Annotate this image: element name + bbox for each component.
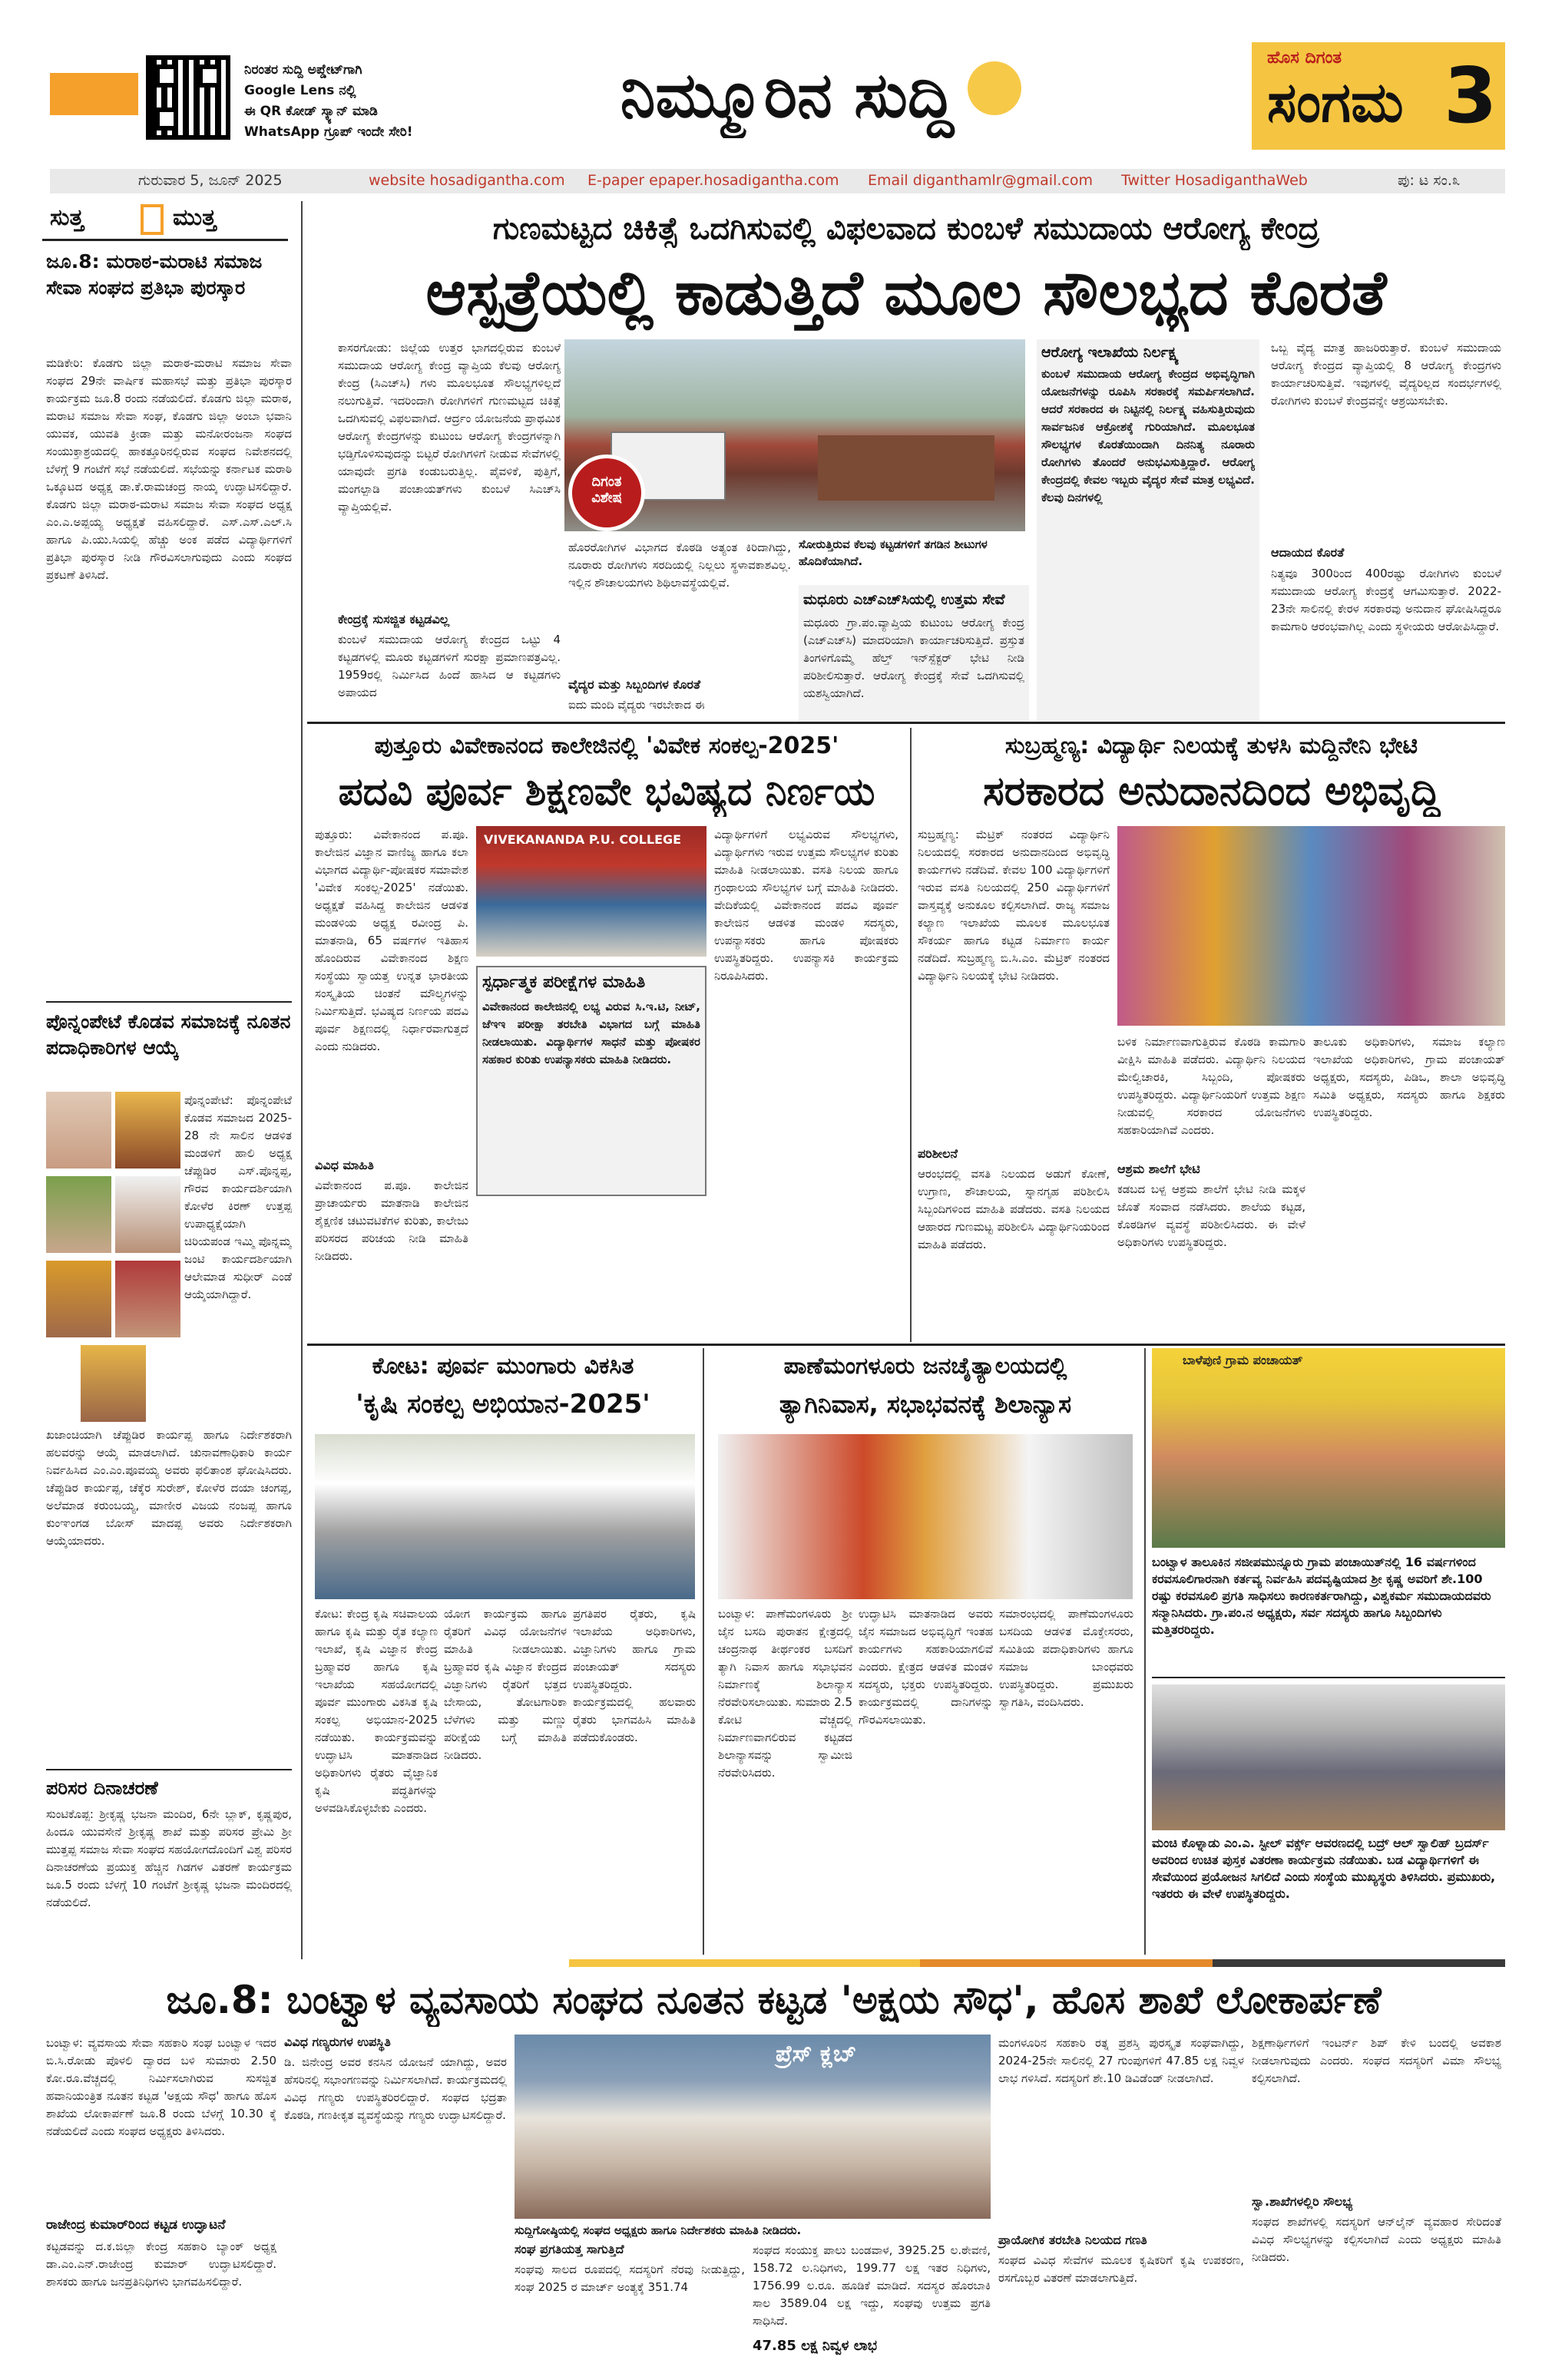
short-code: ಪು: ಟ ಸಂ.೩ bbox=[1398, 172, 1461, 189]
portrait-photo-6 bbox=[115, 1261, 180, 1337]
lead-headline: ಆಸ್ಪತ್ರೆಯಲ್ಲಿ ಕಾಡುತ್ತಿದೆ ಮೂಲ ಸೌಲಭ್ಯದ ಕೊರತೆ bbox=[425, 257, 1387, 329]
bottom-col3: ಸಂಘದ ಸಂಯುಕ್ತ ಪಾಲು ಬಂಡವಾಳ, 3925.25 ಲ.ಠೇವಣಿ, 158.72 ಲ.ನಿಧಿಗಳು, 199.77 ಲಕ್ಷ ಇತರ ನಿಧಿಗಳು, 1756.99 ಲ.ರೂ. ಹೂಡಿಕೆ ಮಾಡಿದೆ. ಸದಸ್ಯರ ಹೊರಬಾಕಿ ಸಾಲ 3589.04 ಲಕ್ಷ ಇದ್ದು, ಸಂಘವು ಉತ್ತಮ ಪ್ರಗತಿ ಸಾಧಿಸಿದೆ. bbox=[753, 2243, 991, 2328]
competitive-exam-headline: ಸ್ಪರ್ಧಾತ್ಮಕ ಪರೀಕ್ಷೆಗಳ ಮಾಹಿತಿ bbox=[482, 973, 646, 992]
panchayat-sign: ಬಾಳೆಪುಣಿ ಗ್ರಾಮ ಪಂಚಾಯತ್ bbox=[1183, 1353, 1303, 1367]
panemangaluru-col2: ಉದ್ಘಾಟಿಸಿ ಮಾತನಾಡಿದ ಅವರು ಜೈನ ಸಮಾಜದ ಅಭಿವೃದ್ಧಿಗೆ ಇಂತಹ ಕಾರ್ಯಗಳು ಸಹಕಾರಿಯಾಗಲಿವೆ ಎಂದರು. ಕ್ಷೇತ್ರದ ಆಡಳಿತ ಮಂಡಳಿ ಸದಸ್ಯರು, ಭಕ್ತರು ಉಪಸ್ಥಿತರಿದ್ದರು. ಕಾರ್ಯಕ್ರಮದಲ್ಲಿ ದಾನಿಗಳನ್ನು ಗೌರವಿಸಲಾಯಿತು. bbox=[859, 1607, 993, 1727]
portrait-photo-4 bbox=[115, 1176, 180, 1253]
date-label: ಗುರುವಾರ 5, ಜೂನ್ 2025 bbox=[138, 172, 283, 189]
mid-vertical-rule bbox=[910, 728, 912, 1342]
subrahmanya-headline: ಸರಕಾರದ ಅನುದಾನದಿಂದ ಅಭಿವೃದ್ಧಿ bbox=[983, 769, 1440, 815]
panemangaluru-col3: ಸಮಾರಂಭದಲ್ಲಿ ಪಾಣೆಮಂಗಳೂರು ಬಸದಿಯ ಆಡಳಿತ ಮೊಕ್ತೇಸರರು, ಸಮಿತಿಯ ಪದಾಧಿಕಾರಿಗಳು ಹಾಗೂ ಸಮಾಜ ಬಾಂಧವರು ಉಪಸ್ಥಿತರಿದ್ದರು. ಪ್ರಮುಖರು ಸ್ವಾಗತಿಸಿ, ವಂದಿಸಿದರು. bbox=[999, 1607, 1133, 1709]
promo-line-4: WhatsApp ಗ್ರೂಪ್ ಇಂದೇ ಸೇರಿ! bbox=[244, 124, 413, 140]
page-title: ನಿಮ್ಮೂರಿನ ಸುದ್ದಿ bbox=[620, 59, 955, 132]
lead-col2-text: ಹೊರರೋಗಿಗಳ ವಿಭಾಗದ ಕೊಠಡಿ ಅತ್ಯಂತ ಕಿರಿದಾಗಿದ್ದು, ನೂರಾರು ರೋಗಿಗಳು ಸರದಿಯಲ್ಲಿ ನಿಲ್ಲಲು ಸ್ಥಳಾವಕಾಶವಿಲ್ಲ. ಇಲ್ಲಿನ ಶೌಚಾಲಯಗಳು ಶಿಥಿಲಾವಸ್ಥೆಯಲ್ಲಿವೆ. bbox=[568, 540, 791, 590]
putturu-text1: ಪುತ್ತೂರು: ವಿವೇಕಾನಂದ ಪ.ಪೂ. ಕಾಲೇಜಿನ ವಿಜ್ಞಾನ ವಾಣಿಜ್ಯ ಹಾಗೂ ಕಲಾ ವಿಭಾಗದ ವಿದ್ಯಾರ್ಥಿ-ಪೋಷಕರ ಸಮಾವೇಶ 'ವಿವೇಕ ಸಂಕಲ್ಪ-2025' ನಡೆಯಿತು. ಅಧ್ಯಕ್ಷತೆ ವಹಿಸಿದ್ದ ಕಾಲೇಜಿನ ಆಡಳಿತ ಮಂಡಳಿಯ ಅಧ್ಯಕ್ಷ ರವೀಂದ್ರ ಪಿ. ಮಾತನಾಡಿ, 65 ವರ್ಷಗಳ ಇತಿಹಾಸ ಹೊಂದಿರುವ ವಿವೇಕಾನಂದ ಶಿಕ್ಷಣ ಸಂಸ್ಥೆಯು ಸ್ವಾಯತ್ತ ಉನ್ನತ ಭಾರತೀಯ ಸಂಸ್ಕೃತಿಯ ಚಿಂತನೆ ಮೌಲ್ಯಗಳನ್ನು ನಿರ್ಮಿಸುತ್ತಿದೆ. ಭವಿಷ್ಯದ ನಿರ್ಣಯ ಪದವಿ ಪೂರ್ವ ಶಿಕ್ಷಣದಲ್ಲಿ ನಿರ್ಧಾರವಾಗುತ್ತದೆ ಎಂದು ನುಡಿದರು. bbox=[315, 828, 468, 1053]
negligence-box-text: ಕುಂಬಳೆ ಸಮುದಾಯ ಆರೋಗ್ಯ ಕೇಂದ್ರದ ಅಭಿವೃದ್ಧಿಗಾಗಿ ಯೋಜನೆಗಳನ್ನು ರೂಪಿಸಿ ಸರಕಾರಕ್ಕೆ ಸಮರ್ಪಿಸಲಾಗಿದೆ. ಆದರೆ ಸರಕಾರದ ಈ ನಿಟ್ಟಿನಲ್ಲಿ ನಿರ್ಲಕ್ಷ್ಯ ವಹಿಸುತ್ತಿರುವುದು ಸಾರ್ವಜನಿಕ ಆಕ್ರೋಶಕ್ಕೆ ಗುರಿಯಾಗಿದೆ. ಮೂಲಭೂತ ಸೌಲಭ್ಯಗಳ ಕೊರತೆಯಿಂದಾಗಿ ದಿನನಿತ್ಯ ನೂರಾರು ರೋಗಿಗಳು ತೊಂದರೆ ಅನುಭವಿಸುತ್ತಿದ್ದಾರೆ. ಆರೋಗ್ಯ ಕೇಂದ್ರದಲ್ಲಿ ಕೇವಲ ಇಬ್ಬರು ವೈದ್ಯರ ಸೇವೆ ಮಾತ್ರ ಲಭ್ಯವಿದೆ. ಕೆಲವು ದಿನಗಳಲ್ಲಿ bbox=[1041, 367, 1255, 504]
sidebar-logo-left: ಸುತ್ತ bbox=[50, 204, 84, 231]
subrahmanya-col2b: ಕಡಬದ ಬಳ್ಪ ಆಶ್ರಮ ಶಾಲೆಗೆ ಭೇಟಿ ನೀಡಿ ಮಕ್ಕಳ ಜೊತೆ ಸಂವಾದ ನಡೆಸಿದರು. ಶಾಲೆಯ ಕಟ್ಟಡ, ಕೊಠಡಿಗಳ ವ್ಯವಸ್ಥೆ ಪರಿಶೀಲಿಸಿದರು. ಈ ವೇಳೆ ಅಧಿಕಾರಿಗಳು ಉಪಸ್ಥಿತರಿದ್ದರು. bbox=[1117, 1182, 1305, 1249]
masthead bbox=[0, 0, 1542, 169]
college-banner: VIVEKANANDA P.U. COLLEGE bbox=[484, 832, 682, 847]
competitive-exam-box bbox=[476, 966, 706, 1196]
bottom-col2: ಡಿ. ಜಿನೇಂದ್ರ ಅವರ ಕನಸಿನ ಯೋಜನೆ ಯಾಗಿದ್ದು, ಅವರ ಹೆಸರಿನಲ್ಲಿ ಸಭಾಂಗಣವನ್ನು ನಿರ್ಮಿಸಲಾಗಿದೆ. ಕಾರ್ಯಕ್ರಮದಲ್ಲಿ ವಿವಿಧ ಗಣ್ಯರು ಉಪಸ್ಥಿತರಿರಲಿದ್ದಾರೆ. ಸಂಘದ ಭದ್ರತಾ ಕೊಠಡಿ, ಗಣಕೀಕೃತ ವ್ಯವಸ್ಥೆಯನ್ನು ಗಣ್ಯರು ಉದ್ಘಾಟಿಸಲಿದ್ದಾರೆ. bbox=[284, 2055, 507, 2122]
section-brand: ಹೊಸ ದಿಗಂತ bbox=[1267, 48, 1342, 68]
bottom-story bbox=[42, 1973, 1505, 2365]
press-meet-photo bbox=[515, 2035, 991, 2219]
mid-horizontal-rule bbox=[307, 1344, 1505, 1346]
bottom-col1: ಬಂಟ್ವಾಳ: ವ್ಯವಸಾಯ ಸೇವಾ ಸಹಕಾರಿ ಸಂಘ ಬಂಟ್ವಾಳ ಇದರ ಬಿ.ಸಿ.ರೋಡು ಪೊಳಲಿ ದ್ವಾರದ ಬಳಿ ಸುಮಾರು 2.50 ಕೋ.ರೂ.ವೆಚ್ಚದಲ್ಲಿ ನಿರ್ಮಿಸಲಾಗಿರುವ ಸುಸಜ್ಜಿತ ಹವಾನಿಯಂತ್ರಿತ ನೂತನ ಕಟ್ಟಡ 'ಅಕ್ಷಯ ಸೌಧ' ಹಾಗೂ ಹೊಸ ಶಾಖೆಯ ಲೋಕಾರ್ಪಣೆ ಜೂ.8 ರಂದು ಬೆಳಗ್ಗೆ 10.30 ಕ್ಕೆ ನಡೆಯಲಿದೆ ಎಂದು ಸಂಘದ ಅಧ್ಯಕ್ಷರು ತಿಳಿಸಿದರು. bbox=[46, 2036, 276, 2138]
sidebar-story3-headline: ಪರಿಸರ ದಿನಾಚರಣೆ bbox=[46, 1777, 158, 1799]
sidebar-logo bbox=[42, 201, 288, 241]
panemangaluru-kicker: ಪಾಣೆಮಂಗಳೂರು ಜನಚೈತ್ಯಾಲಯದಲ್ಲಿ bbox=[783, 1353, 1067, 1380]
sidebar-story2-text-b: ಖಜಾಂಚಿಯಾಗಿ ಚೆಪ್ಪುಡಿರ ಕಾರ್ಯಪ್ಪ ಹಾಗೂ ನಿರ್ದೇಶಕರಾಗಿ ಹಲವರನ್ನು ಆಯ್ಕೆ ಮಾಡಲಾಗಿದೆ. ಚುನಾವಣಾಧಿಕಾರಿ ಕಾರ್ಯ ನಿರ್ವಹಿಸಿದ ಎಂ.ಎಂ.ಪೂವಯ್ಯ ಅವರು ಫಲಿತಾಂಶ ಘೋಷಿಸಿದರು. ಚೆಪ್ಪುಡಿರ ಕಾರ್ಯಪ್ಪ, ಚೆಕ್ಕೆರ ಸುರೇಶ್, ಕೋಳೆರ ದಯಾ ಚಂಗಪ್ಪ, ಅಲೆಮಾಡ ಕರುಂಬಯ್ಯ, ಮಾಣೀರ ವಿಜಯ ನಂಜಪ್ಪ ಹಾಗೂ ಕುಂಞಂಗಡ ಬೋಸ್ ಮಾದಪ್ಪ ಅವರು ನಿರ್ದೇಶಕರಾಗಿ ಆಯ್ಕೆಯಾದರು. bbox=[46, 1428, 292, 1548]
qr-code-icon[interactable] bbox=[146, 55, 230, 140]
bottom-col1-subhead: ರಾಜೇಂದ್ರ ಕುಮಾರ್‌ರಿಂದ ಕಟ್ಟಡ ಉದ್ಘಾಟನೆ bbox=[46, 2217, 226, 2233]
portrait-photo-2 bbox=[115, 1092, 180, 1169]
lead-col1-text: ಕಾಸರಗೋಡು: ಜಿಲ್ಲೆಯ ಉತ್ತರ ಭಾಗದಲ್ಲಿರುವ ಕುಂಬಳೆ ಸಮುದಾಯ ಆರೋಗ್ಯ ಕೇಂದ್ರ ವ್ಯಾಪ್ತಿಯ ಕೆಲವು ಆರೋಗ್ಯ ಕೇಂದ್ರ (ಸಿಎಚ್‌ಸಿ) ಗಳು ಮೂಲಭೂತ ಸೌಲಭ್ಯಗಳಿಲ್ಲದೆ ನಲುಗುತ್ತಿವೆ. ಇದರಿಂದಾಗಿ ರೋಗಿಗಳಿಗೆ ಗುಣಮಟ್ಟದ ಚಿಕಿತ್ಸೆ ಒದಗಿಸುವಲ್ಲಿ ವಿಫಲವಾಗಿದೆ. ಆರ್ದ್ರಂ ಯೋಜನೆಯ ಪ್ರಾಥಮಿಕ ಆರೋಗ್ಯ ಕೇಂದ್ರಗಳನ್ನು ಕುಟುಂಬ ಆರೋಗ್ಯ ಕೇಂದ್ರಗಳನ್ನಾಗಿ ಭಡ್ತಿಗೊಳಿಸುವುದನ್ನು ಬಿಟ್ಟರೆ ರೋಗಿಗಳಿಗೆ ನೀಡುವ ಸೇವೆಗಳಲ್ಲಿ ಯಾವುದೇ ಪ್ರಗತಿ ಕಂಡುಬರುತ್ತಿಲ್ಲ. ಪೈವಳಿಕೆ, ಪುತ್ತಿಗೆ, ಮಂಗಲ್ಪಾಡಿ ಪಂಚಾಯತ್‌ಗಳು ಕುಂಬಳೆ ಸಿಎಚ್‌ಸಿ ವ್ಯಾಪ್ತಿಯಲ್ಲಿವೆ. bbox=[338, 341, 561, 514]
negligence-box bbox=[1037, 339, 1259, 723]
bottom-col2-subhead: ವಿವಿಧ ಗಣ್ಯರುಗಳ ಉಪಸ್ಥಿತಿ bbox=[284, 2035, 391, 2049]
putturu-text1b: ವಿವೇಕಾನಂದ ಪ.ಪೂ. ಕಾಲೇಜಿನ ಪ್ರಾಚಾರ್ಯರು ಮಾತನಾಡಿ ಕಾಲೇಜಿನ ಶೈಕ್ಷಣಿಕ ಚಟುವಟಿಕೆಗಳ ಕುರಿತು, ಕಾಲೇಜು ಪರಿಸರದ ಪರಿಚಯ ನೀಡಿ ಮಾಹಿತಿ ನೀಡಿದರು. bbox=[315, 1178, 468, 1263]
portrait-photo-3 bbox=[46, 1176, 111, 1253]
portrait-photo-5 bbox=[46, 1261, 111, 1337]
subrahmanya-col1-subhead: ಪರಿಶೀಲನೆ bbox=[918, 1146, 958, 1161]
lead-bottom-rule bbox=[307, 722, 1505, 724]
subrahmanya-kicker: ಸುಬ್ರಹ್ಮಣ್ಯ: ವಿದ್ಯಾರ್ಥಿ ನಿಲಯಕ್ಕೆ ತುಳಸಿ ಮದ್ದಿನೇನಿ ಭೇಟಿ bbox=[1004, 732, 1418, 759]
negligence-box-headline: ಆರೋಗ್ಯ ಇಲಾಖೆಯ ನಿರ್ಲಕ್ಷ್ಯ bbox=[1041, 344, 1180, 361]
promo-line-1: ನಿರಂತರ ಸುದ್ದಿ ಅಪ್ಡೇಟ್‌ಗಾಗಿ bbox=[244, 62, 362, 78]
lead-col1-subhead: ಕೇಂದ್ರಕ್ಕೆ ಸುಸಜ್ಜಿತ ಕಟ್ಟಡವಿಲ್ಲ bbox=[338, 612, 450, 626]
putturu-headline: ಪದವಿ ಪೂರ್ವ ಶಿಕ್ಷಣವೇ ಭವಿಷ್ಯದ ನಿರ್ಣಯ bbox=[338, 769, 875, 814]
press-meet-caption: ಸುದ್ದಿಗೋಷ್ಠಿಯಲ್ಲಿ ಸಂಘದ ಅಧ್ಯಕ್ಷರು ಹಾಗೂ ನಿರ್ದೇಶಕರು ಮಾಹಿತಿ ನೀಡಿದರು. bbox=[515, 2223, 802, 2237]
kota-story bbox=[307, 1348, 699, 1955]
masthead-title-box bbox=[538, 46, 1252, 150]
bottom-col5b: ಸಂಘದ ಶಾಖೆಗಳಲ್ಲಿ ಸದಸ್ಯರಿಗೆ ಆನ್‌ಲೈನ್ ವ್ಯವಹಾರ ಸೇರಿದಂತೆ ವಿವಿಧ ಸೌಲಭ್ಯಗಳನ್ನು ಕಲ್ಪಿಸಲಾಗಿದೆ ಎಂದು ಅಧ್ಯಕ್ಷರು ಮಾಹಿತಿ ನೀಡಿದರು. bbox=[1252, 2215, 1501, 2264]
right-news-divider bbox=[1152, 1677, 1505, 1678]
bottom-headline: ಜೂ.8: ಬಂಟ್ವಾಳ ವ್ಯವಸಾಯ ಸಂಘದ ನೂತನ ಕಟ್ಟಡ 'ಅಕ್ಷಯ ಸೌಧ', ಹೊಸ ಶಾಖೆ ಲೋಕಾರ್ಪಣೆ bbox=[166, 1978, 1382, 2022]
sidebar-portraits bbox=[46, 1092, 180, 1422]
bottom-col4-subhead: ಪ್ರಾಯೋಗಿಕ ತರಬೇತಿ ನಿಲಯದ ಗಣತಿ bbox=[998, 2233, 1147, 2247]
bottom-col5-subhead: ಸ್ವಾ.ಶಾಖೆಗಳಲ್ಲಿರಿ ಸೌಲಭ್ಯ bbox=[1252, 2194, 1353, 2209]
foundation-ceremony-photo bbox=[718, 1434, 1133, 1599]
kota-col1: ಕೋಟ: ಕೇಂದ್ರ ಕೃಷಿ ಸಚಿವಾಲಯ ಹಾಗೂ ಕೃಷಿ ಮತ್ತು ರೈತ ಕಲ್ಯಾಣ ಇಲಾಖೆ, ಕೃಷಿ ವಿಜ್ಞಾನ ಕೇಂದ್ರ ಬ್ರಹ್ಮಾವರ ಹಾಗೂ ಕೃಷಿ ಇಲಾಖೆಯ ಸಹಯೋಗದಲ್ಲಿ ಪೂರ್ವ ಮುಂಗಾರು ವಿಕಸಿತ ಕೃಷಿ ಸಂಕಲ್ಪ ಅಭಿಯಾನ-2025 ನಡೆಯಿತು. ಕಾರ್ಯಕ್ರಮವನ್ನು ಉದ್ಘಾಟಿಸಿ ಮಾತನಾಡಿದ ಅಧಿಕಾರಿಗಳು ರೈತರು ವೈಜ್ಞಾನಿಕ ಕೃಷಿ ಪದ್ಧತಿಗಳನ್ನು ಅಳವಡಿಸಿಕೊಳ್ಳಬೇಕು ಎಂದರು. bbox=[315, 1607, 438, 1815]
badge-top: ದಿಗಂತ bbox=[591, 474, 622, 490]
door-icon bbox=[141, 204, 164, 235]
lead-col5-subhead: ಆದಾಯದ ಕೊರತೆ bbox=[1271, 545, 1345, 560]
college-photo bbox=[476, 826, 706, 957]
subrahmanya-story bbox=[918, 728, 1505, 1342]
panemangaluru-story bbox=[710, 1348, 1140, 1955]
madhur-box bbox=[799, 585, 1029, 723]
right-vertical-rule bbox=[1144, 1348, 1146, 1955]
bottom-col1b: ಕಟ್ಟಡವನ್ನು ದ.ಕ.ಜಿಲ್ಲಾ ಕೇಂದ್ರ ಸಹಕಾರಿ ಬ್ಯಾಂಕ್ ಅಧ್ಯಕ್ಷ ಡಾ.ಎಂ.ಎನ್.ರಾಜೇಂದ್ರ ಕುಮಾರ್ ಉದ್ಘಾಟಿಸಲಿದ್ದಾರೆ. ಶಾಸಕರು ಹಾಗೂ ಜನಪ್ರತಿನಿಧಿಗಳು ಭಾಗವಹಿಸಲಿದ್ದಾರೆ. bbox=[46, 2240, 276, 2289]
sidebar-divider-2 bbox=[46, 1769, 292, 1770]
sidebar-vertical-rule bbox=[301, 201, 303, 1967]
madhur-box-text: ಮಧೂರು ಗ್ರಾ.ಪಂ.ವ್ಯಾಪ್ತಿಯ ಕುಟುಂಬ ಆರೋಗ್ಯ ಕೇಂದ್ರ (ಎಚ್‌ಎಚ್‌ಸಿ) ಮಾದರಿಯಾಗಿ ಕಾರ್ಯಾಚರಿಸುತ್ತಿದೆ. ಪ್ರಸ್ತುತ ತಿಂಗಳಿಗೊಮ್ಮೆ ಹೆಲ್ತ್ ಇನ್‌ಸ್ಪೆಕ್ಟರ್ ಭೇಟಿ ನೀಡಿ ಪರಿಶೀಲಿಸುತ್ತಾರೆ. ಆರೋಗ್ಯ ಕೇಂದ್ರಕ್ಕೆ ಸೇವೆ ಒದಗಿಸುವಲ್ಲಿ ಯಶಸ್ವಿಯಾಗಿದೆ. bbox=[803, 616, 1024, 700]
subrahmanya-col1b: ಆರಂಭದಲ್ಲಿ ವಸತಿ ನಿಲಯದ ಅಡುಗೆ ಕೋಣೆ, ಉಗ್ರಾಣ, ಶೌಚಾಲಯ, ಸ್ನಾನಗೃಹ ಪರಿಶೀಲಿಸಿ ಸಿಬ್ಬಂದಿಗಳಿಂದ ಮಾಹಿತಿ ಪಡೆದರು. ವಸತಿ ನಿಲಯದ ಆಹಾರದ ಗುಣಮಟ್ಟ ಪರಿಶೀಲಿಸಿ ವಿದ್ಯಾರ್ಥಿನಿಯರಿಂದ ಮಾಹಿತಿ ಪಡೆದರು. bbox=[918, 1167, 1110, 1251]
lead-story bbox=[307, 201, 1505, 723]
orange-block bbox=[50, 73, 138, 115]
press-club-sign: ಪ್ರೆಸ್ ಕ್ಲಬ್ bbox=[776, 2041, 857, 2068]
lead-col2-subhead: ವೈದ್ಯರ ಮತ್ತು ಸಿಬ್ಬಂದಿಗಳ ಕೊರತೆ bbox=[568, 677, 700, 692]
subrahmanya-col2-subhead: ಆಶ್ರಮ ಶಾಲೆಗೆ ಭೇಟಿ bbox=[1117, 1162, 1200, 1176]
putturu-story bbox=[307, 728, 906, 1342]
right-photo-news bbox=[1152, 1348, 1505, 1955]
portrait-photo-7 bbox=[81, 1345, 146, 1422]
page-number: 3 bbox=[1444, 51, 1497, 140]
sidebar-story2-headline: ಪೊನ್ನಂಪೇಟೆ ಕೊಡವ ಸಮಾಜಕ್ಕೆ ನೂತನ ಪದಾಧಿಕಾರಿಗಳ ಆಯ್ಕೆ bbox=[46, 1010, 291, 1059]
subrahmanya-col2: ಬಳಿಕ ನಿರ್ಮಾಣವಾಗುತ್ತಿರುವ ಕೊಠಡಿ ಕಾಮಗಾರಿ ವೀಕ್ಷಿಸಿ ಮಾಹಿತಿ ಪಡೆದರು. ವಿದ್ಯಾರ್ಥಿನಿ ನಿಲಯದ ಮೇಲ್ವಿಚಾರಕಿ, ಸಿಬ್ಬಂದಿ, ಪೋಷಕರು ಉಪಸ್ಥಿತರಿದ್ದರು. ವಿದ್ಯಾರ್ಥಿನಿಯರಿಗೆ ಉತ್ತಮ ಶಿಕ್ಷಣ ನೀಡುವಲ್ಲಿ ಸರಕಾರದ ಯೋಜನೆಗಳು ಸಹಕಾರಿಯಾಗಿವೆ ಎಂದರು. bbox=[1117, 1035, 1305, 1137]
hostel-visit-photo bbox=[1117, 826, 1505, 1026]
kota-vertical-rule bbox=[703, 1348, 704, 1955]
kota-col2: ಯೋಗ ಕಾರ್ಯಕ್ರಮ ಹಾಗೂ ರೈತರಿಗೆ ವಿವಿಧ ಯೋಜನೆಗಳ ಮಾಹಿತಿ ನೀಡಲಾಯಿತು. ಬ್ರಹ್ಮಾವರ ಕೃಷಿ ವಿಜ್ಞಾನ ಕೇಂದ್ರದ ವಿಜ್ಞಾನಿಗಳು ರೈತರಿಗೆ ಭತ್ತದ ಬೇಸಾಯ, ತೋಟಗಾರಿಕಾ ಬೆಳೆಗಳು ಮತ್ತು ಮಣ್ಣು ಪರೀಕ್ಷೆಯ ಬಗ್ಗೆ ಮಾಹಿತಿ ನೀಡಿದರು. bbox=[444, 1607, 567, 1762]
panemangaluru-col1: ಬಂಟ್ವಾಳ: ಪಾಣೆಮಂಗಳೂರು ಶ್ರೀ ಜೈನ ಬಸದಿ ಪುರಾತನ ಕ್ಷೇತ್ರದಲ್ಲಿ ಚಂದ್ರನಾಥ ತೀರ್ಥಂಕರ ಬಸದಿಗೆ ತ್ಯಾಗಿ ನಿವಾಸ ಹಾಗೂ ಸಭಾಭವನ ನಿರ್ಮಾಣಕ್ಕೆ ಶಿಲಾನ್ಯಾಸ ನೆರವೇರಿಸಲಾಯಿತು. ಸುಮಾರು 2.5 ಕೋಟಿ ವೆಚ್ಚದಲ್ಲಿ ನಿರ್ಮಾಣವಾಗಲಿರುವ ಕಟ್ಟಡದ ಶಿಲಾನ್ಯಾಸವನ್ನು ಸ್ವಾಮೀಜಿ ನೆರವೇರಿಸಿದರು. bbox=[718, 1607, 852, 1780]
sidebar-column bbox=[42, 201, 299, 1952]
section-name: ಸಂಗಮ bbox=[1267, 70, 1404, 134]
lead-col5-text: ಒಬ್ಬ ವೈದ್ಯ ಮಾತ್ರ ಹಾಜರಿರುತ್ತಾರೆ. ಕುಂಬಳೆ ಸಮುದಾಯ ಆರೋಗ್ಯ ಕೇಂದ್ರದ ವ್ಯಾಪ್ತಿಯಲ್ಲಿ 8 ಆರೋಗ್ಯ ಕೇಂದ್ರಗಳು ಕಾರ್ಯಾಚರಿಸುತ್ತಿವೆ. ಇವುಗಳಲ್ಲಿ ವೈದ್ಯರಿಲ್ಲದ ಸಂದರ್ಭಗಳಲ್ಲಿ ರೋಗಿಗಳು ಕುಂಬಳೆ ಕೇಂದ್ರವನ್ನೇ ಆಶ್ರಯಿಸಬೇಕು. bbox=[1271, 341, 1501, 408]
kota-kicker: ಕೋಟ: ಪೂರ್ವ ಮುಂಗಾರು ವಿಕಸಿತ bbox=[372, 1353, 634, 1380]
panchayat-felicitation-caption: ಬಂಟ್ವಾಳ ತಾಲೂಕಿನ ಸಜೀಪಮುನ್ನೂರು ಗ್ರಾಮ ಪಂಚಾಯಿತ್‌ನಲ್ಲಿ 16 ವರ್ಷಗಳಿಂದ ಕರವಸೂಲಿಗಾರನಾಗಿ ಕರ್ತವ್ಯ ನಿರ್ವಹಿಸಿ ಪದವೃಷ್ಟಿಯಾದ ಶ್ರೀ ಕೃಷ್ಣ ಅವರಿಗೆ ಶೇ.100 ರಷ್ಟು ಕರವಸೂಲಿ ಪ್ರಗತಿ ಸಾಧಿಸಲು ಕಾರಣಕರ್ತರಾಗಿದ್ದು, ವಿಶ್ವಕರ್ಮ ಸಮುದಾಯದವರು ಸನ್ಮಾನಿಸಿದರು. ಗ್ರಾ.ಪಂ.ನ ಅಧ್ಯಕ್ಷರು, ಸರ್ವ ಸದಸ್ಯರು ಹಾಗೂ ಸಿಬ್ಬಂದಿಗಳು ಮತ್ತಿತರರಿದ್ದರು. bbox=[1152, 1555, 1491, 1637]
bottom-col4b: ಸಂಘದ ವಿವಿಧ ಸೇವೆಗಳ ಮೂಲಕ ಕೃಷಿಕರಿಗೆ ಕೃಷಿ ಉಪಕರಣ, ರಸಗೊಬ್ಬರ ವಿತರಣೆ ಮಾಡಲಾಗುತ್ತಿದೆ. bbox=[998, 2253, 1244, 2285]
panemangaluru-headline: ತ್ಯಾಗಿನಿವಾಸ, ಸಭಾಭವನಕ್ಕೆ ಶಿಲಾನ್ಯಾಸ bbox=[779, 1390, 1072, 1419]
subrahmanya-col3: ತಾಲೂಕು ಅಧಿಕಾರಿಗಳು, ಸಮಾಜ ಕಲ್ಯಾಣ ಇಲಾಖೆಯ ಅಧಿಕಾರಿಗಳು, ಗ್ರಾಮ ಪಂಚಾಯತ್ ಅಧ್ಯಕ್ಷರು, ಸದಸ್ಯರು, ಪಿಡಿಒ, ಶಾಲಾ ಅಭಿವೃದ್ಧಿ ಸಮಿತಿ ಅಧ್ಯಕ್ಷರು, ಸದಸ್ಯರು ಹಾಗೂ ಶಿಕ್ಷಕರು ಉಪಸ್ಥಿತರಿದ್ದರು. bbox=[1313, 1035, 1505, 1119]
section-box bbox=[1252, 42, 1505, 150]
kota-headline: 'ಕೃಷಿ ಸಂಕಲ್ಪ ಅಭಿಯಾನ-2025' bbox=[356, 1389, 650, 1420]
sidebar-story3-text: ಸುಂಟಿಕೊಪ್ಪ: ಶ್ರೀಕೃಷ್ಣ ಭಜನಾ ಮಂದಿರ, 6ನೇ ಬ್ಲಾಕ್, ಕೃಷ್ಣಪುರ, ಹಿಂದೂ ಯುವಸೇನೆ ಶ್ರೀಕೃಷ್ಣ ಶಾಖೆ ಮತ್ತು ಪರಿಸರ ಪ್ರೇಮಿ ಶ್ರೀ ಮುತ್ತಪ್ಪ ಸಮಾಜ ಸೇವಾ ಸಂಘದ ಸಹಯೋಗದೊಂದಿಗೆ ವಿಶ್ವ ಪರಿಸರ ದಿನಾಚರಣೆಯ ಪ್ರಯುಕ್ತ ಹೆಚ್ಚಿನ ಗಿಡಗಳ ವಿತರಣೆ ಕಾರ್ಯಕ್ರಮ ಜೂ.5 ರಂದು ಬೆಳಗ್ಗೆ 10 ಗಂಟೆಗೆ ಶ್ರೀಕೃಷ್ಣ ಭಜನಾ ಮಂದಿರದಲ್ಲಿ ನಡೆಯಲಿದೆ. bbox=[46, 1807, 292, 1909]
digantha-special-badge bbox=[568, 455, 645, 531]
bottom-col2b-subhead: ಸಂಘ ಪ್ರಗತಿಯತ್ತ ಸಾಗುತ್ತಿದೆ bbox=[515, 2242, 624, 2256]
epaper-link[interactable]: E-paper epaper.hosadigantha.com bbox=[587, 172, 839, 189]
lead-col2b-text: ಐದು ಮಂದಿ ವೈದ್ಯರು ಇರಬೇಕಾದ ಈ bbox=[568, 698, 705, 712]
promo-line-2: Google Lens ನಲ್ಲಿ bbox=[244, 83, 356, 98]
competitive-exam-text: ವಿವೇಕಾನಂದ ಕಾಲೇಜಿನಲ್ಲಿ ಲಭ್ಯ ವಿರುವ ಸಿ.ಇ.ಟಿ, ನೀಟ್, ಜೆಇಇ ಪರೀಕ್ಷಾ ತರಬೇತಿ ವಿಭಾಗದ ಬಗ್ಗೆ ಮಾಹಿತಿ ನೀಡಲಾಯಿತು. ವಿದ್ಯಾರ್ಥಿಗಳ ಸಾಧನೆ ಮತ್ತು ಪೋಷಕರ ಸಹಕಾರ ಕುರಿತು ಉಪನ್ಯಾಸಕರು ಮಾಹಿತಿ ನೀಡಿದರು. bbox=[482, 1000, 700, 1066]
lead-kicker: ಗುಣಮಟ್ಟದ ಚಿಕಿತ್ಸೆ ಒದಗಿಸುವಲ್ಲಿ ವಿಫಲವಾದ ಕುಂಬಳೆ ಸಮುದಾಯ ಆರೋಗ್ಯ ಕೇಂದ್ರ bbox=[492, 211, 1320, 246]
bottom-col5: ಶಿಕ್ಷಣಾರ್ಥಿಗಳಿಗೆ ಇಂಟರ್ನ್ ಶಿಪ್ ಕೇಳಿ ಬಂದಲ್ಲಿ ಅವಕಾಶ ನೀಡಲಾಗುವುದು ಎಂದರು. ಸಂಘದ ಸದಸ್ಯರಿಗೆ ವಿಮಾ ಸೌಲಭ್ಯ ಕಲ್ಪಿಸಲಾಗಿದೆ. bbox=[1252, 2036, 1501, 2085]
promo-text bbox=[244, 60, 521, 143]
hospital-photo-caption: ಸೋರುತ್ತಿರುವ ಕೆಲವು ಕಟ್ಟಡಗಳಿಗೆ ತಗಡಿನ ಶೀಟುಗಳ ಹೊದಿಕೆಯಾಗಿದೆ. bbox=[799, 537, 988, 568]
putturu-text2: ವಿದ್ಯಾರ್ಥಿಗಳಿಗೆ ಲಭ್ಯವಿರುವ ಸೌಲಭ್ಯಗಳು, ವಿದ್ಯಾರ್ಥಿಗಳು ಇರುವ ಉತ್ತಮ ಸೌಲಭ್ಯಗಳ ಕುರಿತು ಮಾಹಿತಿ ನೀಡಲಾಯಿತು. ವಸತಿ ನಿಲಯ ಹಾಗೂ ಗ್ರಂಥಾಲಯ ಸೌಲಭ್ಯಗಳ ಬಗ್ಗೆ ಮಾಹಿತಿ ನೀಡಿದರು. ವೇದಿಕೆಯಲ್ಲಿ ವಿವೇಕಾನಂದ ಪದವಿ ಪೂರ್ವ ಕಾಲೇಜಿನ ಆಡಳಿತ ಮಂಡಳಿ ಸದಸ್ಯರು, ಉಪನ್ಯಾಸಕರು ಹಾಗೂ ಪೋಷಕರು ಉಪಸ್ಥಿತರಿದ್ದರು. ಉಪನ್ಯಾಸಕಿ ಕಾರ್ಯಕ್ರಮ ನಿರೂಪಿಸಿದರು. bbox=[714, 828, 898, 983]
sidebar-story1-text: ಮಡಿಕೇರಿ: ಕೊಡಗು ಜಿಲ್ಲಾ ಮರಾಠ-ಮರಾಟಿ ಸಮಾಜ ಸೇವಾ ಸಂಘದ 29ನೇ ವಾರ್ಷಿಕ ಮಹಾಸಭೆ ಮತ್ತು ಪ್ರತಿಭಾ ಪುರಸ್ಕಾರ ಕಾರ್ಯಕ್ರಮ ಜೂ.8 ರಂದು ನಡೆಯಲಿದೆ. ಕೊಡಗು ಜಿಲ್ಲಾ ಮರಾಠ, ಮರಾಟಿ ಸಮಾಜ ಸೇವಾ ಸಂಘ, ಕೊಡಗು ಜಿಲ್ಲಾ ಅಂಬಾ ಭವಾನಿ ಯುವಕ, ಯುವತಿ ಕ್ರೀಡಾ ಮತ್ತು ಮನೋರಂಜನಾ ಸಂಘದ ಸಂಯುಕ್ತಾಶ್ರಯದಲ್ಲಿ ಹಾಕತ್ತೂರಿನಲ್ಲಿರುವ ಸಂಘದ ನಿವೇಶನದಲ್ಲಿ ಬೆಳಗ್ಗೆ 9 ಗಂಟೆಗೆ ಸಭೆ ನಡೆಯಲಿದೆ. ಸಭೆಯನ್ನು ಕರ್ನಾಟಕ ಮರಾಠಿ ಒಕ್ಕೂಟದ ಅಧ್ಯಕ್ಷ ಡಾ.ಕೆ.ರಾಮಚಂದ್ರ ನಾಯ್ಕ ಉದ್ಘಾಟಿಸಲಿದ್ದಾರೆ. ಕೊಡಗು ಜಿಲ್ಲಾ ಮರಾಠ-ಮರಾಟಿ ಸಮಾಜ ಸೇವಾ ಸಂಘದ ಅಧ್ಯಕ್ಷ ಎಂ.ಎ.ಅಪ್ಪಯ್ಯ ಅಧ್ಯಕ್ಷತೆ ವಹಿಸಲಿದ್ದಾರೆ. ಎಸ್.ಎಸ್.ಎಲ್.ಸಿ ಹಾಗೂ ಪಿ.ಯು.ಸಿಯಲ್ಲಿ ಹೆಚ್ಚು ಅಂಕ ಪಡೆದ ವಿದ್ಯಾರ್ಥಿಗಳಿಗೆ ಪ್ರತಿಭಾ ಪುರಸ್ಕಾರ ನೀಡಿ ಗೌರವಿಸಲಾಗುವುದು ಎಂದು ಸಂಘದ ಪ್ರಕಟಣೆ ತಿಳಿಸಿದೆ. bbox=[46, 356, 292, 582]
sidebar-story2-text-a: ಪೊನ್ನಂಪೇಟೆ: ಪೊನ್ನಂಪೇಟೆ ಕೊಡವ ಸಮಾಜದ 2025-28 ನೇ ಸಾಲಿನ ಆಡಳಿತ ಮಂಡಳಿಗೆ ಹಾಲಿ ಅಧ್ಯಕ್ಷ ಚೆಪ್ಪುಡಿರ ಎಸ್.ಪೊನ್ನಪ್ಪ, ಗೌರವ ಕಾರ್ಯದರ್ಶಿಯಾಗಿ ಕೋಳೆರ ಕಿರಣ್ ಉತ್ತಪ್ಪ ಉಪಾಧ್ಯಕ್ಷೆಯಾಗಿ ಚಿರಿಯಪಂಡ ಇಮ್ಮಿ ಪೊನ್ನಮ್ಮ ಜಂಟಿ ಕಾರ್ಯದರ್ಶಿಯಾಗಿ ಆಲೇಮಾಡ ಸುಧೀರ್ ಎಂಡೆ ಆಯ್ಕೆಯಾಗಿದ್ದಾರೆ. bbox=[184, 1093, 292, 1301]
website-link[interactable]: website hosadigantha.com bbox=[369, 172, 565, 189]
krishi-event-photo bbox=[315, 1434, 695, 1599]
kota-col3: ಪ್ರಗತಿಪರ ರೈತರು, ಕೃಷಿ ಇಲಾಖೆಯ ಅಧಿಕಾರಿಗಳು, ವಿಜ್ಞಾನಿಗಳು ಹಾಗೂ ಗ್ರಾಮ ಪಂಚಾಯತ್ ಸದಸ್ಯರು ಉಪಸ್ಥಿತರಿದ್ದರು. ಕಾರ್ಯಕ್ರಮದಲ್ಲಿ ಹಲವಾರು ರೈತರು ಭಾಗವಹಿಸಿ ಮಾಹಿತಿ ಪಡೆದುಕೊಂಡರು. bbox=[573, 1607, 696, 1744]
portrait-photo-1 bbox=[46, 1092, 111, 1169]
bottom-col3-subhead: 47.85 ಲಕ್ಷ ನಿವ್ವಳ ಲಾಭ bbox=[753, 2338, 878, 2354]
sidebar-divider-1 bbox=[46, 1001, 292, 1003]
lead-col5b-text: ನಿತ್ಯವೂ 300ರಿಂದ 400ರಷ್ಟು ರೋಗಿಗಳು ಕುಂಬಳೆ ಸಮುದಾಯ ಆರೋಗ್ಯ ಕೇಂದ್ರಕ್ಕೆ ಆಗಮಿಸುತ್ತಾರೆ. 2022-23ನೇ ಸಾಲಿನಲ್ಲಿ ಕೇರಳ ಸರಕಾರವು ಅನುದಾನ ಘೋಷಿಸಿದ್ದರೂ ಕಾಮಗಾರಿ ಆರಂಭವಾಗಿಲ್ಲ ಎಂದು ಸ್ಥಳೀಯರು ಆರೋಪಿಸಿದ್ದಾರೆ. bbox=[1271, 567, 1501, 633]
sidebar-logo-right: ಮುತ್ತ bbox=[173, 204, 217, 231]
decorative-strip bbox=[42, 1959, 1505, 1967]
sidebar-story1-headline: ಜೂ.8: ಮರಾಠ-ಮರಾಟಿ ಸಮಾಜ ಸೇವಾ ಸಂಘದ ಪ್ರತಿಭಾ ಪುರಸ್ಕಾರ bbox=[46, 250, 263, 299]
putturu-kicker: ಪುತ್ತೂರು ವಿವೇಕಾನಂದ ಕಾಲೇಜಿನಲ್ಲಿ 'ವಿವೇಕ ಸಂಕಲ್ಪ-2025' bbox=[374, 732, 839, 759]
promo-line-3: ಈ QR ಕೋಡ್ ಸ್ಕ್ಯಾನ್ ಮಾಡಿ bbox=[244, 104, 378, 119]
subrahmanya-col1: ಸುಬ್ರಹ್ಮಣ್ಯ: ಮೆಟ್ರಿಕ್ ನಂತರದ ವಿದ್ಯಾರ್ಥಿನಿ ನಿಲಯದಲ್ಲಿ ಸರಕಾರದ ಅನುದಾನದಿಂದ ಅಭಿವೃದ್ಧಿ ಕಾರ್ಯಗಳು ನಡೆದಿವೆ. ಕೇವಲ 100 ವಿದ್ಯಾರ್ಥಿಗಳಿಗೆ ಇರುವ ವಸತಿ ನಿಲಯದಲ್ಲಿ 250 ವಿದ್ಯಾರ್ಥಿಗಳಿಗೆ ವಾಸ್ತವ್ಯಕ್ಕೆ ಅನುಕೂಲ ಕಲ್ಪಿಸಲಾಗಿದೆ. ರಾಜ್ಯ ಸಮಾಜ ಕಲ್ಯಾಣ ಇಲಾಖೆಯ ಮೂಲಕ ಮೂಲಭೂತ ಸೌಕರ್ಯ ಹಾಗೂ ಕಟ್ಟಡ ನಿರ್ಮಾಣ ಕಾರ್ಯ ನಡೆದಿದೆ. ಸುಬ್ರಹ್ಮಣ್ಯ ಬಿ.ಸಿ.ಎಂ. ಮೆಟ್ರಿಕ್ ನಂತರದ ವಿದ್ಯಾರ್ಥಿನಿ ನಿಲಯಕ್ಕೆ ಭೇಟಿ ನೀಡಿದರು. bbox=[918, 828, 1110, 983]
lead-col1b-text: ಕುಂಬಳೆ ಸಮುದಾಯ ಆರೋಗ್ಯ ಕೇಂದ್ರದ ಒಟ್ಟು 4 ಕಟ್ಟಡಗಳಲ್ಲಿ ಮೂರು ಕಟ್ಟಡಗಳಿಗೆ ಸುರಕ್ಷಾ ಪ್ರಮಾಣಪತ್ರವಿಲ್ಲ. 1959ರಲ್ಲಿ ನಿರ್ಮಿಸಿದ ಹಿಂದೆ ಹಾಸಿದ ಆ ಕಟ್ಟಡಗಳು ಅಪಾಯದ bbox=[338, 633, 561, 699]
twitter-link[interactable]: Twitter HosadiganthaWeb bbox=[1121, 172, 1308, 189]
bottom-col4: ಮಂಗಳೂರಿನ ಸಹಕಾರಿ ರತ್ನ ಪ್ರಶಸ್ತಿ ಪುರಸ್ಕೃತ ಸಂಘವಾಗಿದ್ದು, 2024-25ನೇ ಸಾಲಿನಲ್ಲಿ 27 ಗುಂಪುಗಳಿಗೆ 47.85 ಲಕ್ಷ ನಿವ್ವಳ ಲಾಭ ಗಳಿಸಿದೆ. ಸದಸ್ಯರಿಗೆ ಶೇ.10 ಡಿವಿಡೆಂಡ್ ನೀಡಲಾಗಿದೆ. bbox=[998, 2036, 1244, 2085]
putturu-subhead: ವಿವಿಧ ಮಾಹಿತಿ bbox=[315, 1158, 374, 1172]
badge-bottom: ವಿಶೇಷ bbox=[591, 490, 622, 506]
book-distribution-photo bbox=[1152, 1684, 1505, 1830]
email-link[interactable]: Email diganthamlr@gmail.com bbox=[868, 172, 1093, 189]
panchayat-felicitation-photo bbox=[1152, 1348, 1505, 1548]
book-distribution-caption: ಮಂಚಿ ಕೊಳ್ನಾಡು ಎಂ.ಎ. ಸ್ಟೀಲ್ ವರ್ಕ್ಸ್ ಆವರಣದಲ್ಲಿ ಬದ್ರ್ ಆಲ್ ಸ್ವಾಲಿಹ್ ಬ್ರದರ್ಸ್ ಅವರಿಂದ ಉಚಿತ ಪುಸ್ತಕ ವಿತರಣಾ ಕಾರ್ಯಕ್ರಮ ನಡೆಯಿತು. ಬಡ ವಿದ್ಯಾರ್ಥಿಗಳಿಗೆ ಈ ಸೇವೆಯಿಂದ ಪ್ರಯೋಜನ ಸಿಗಲಿದೆ ಎಂದು ಸಂಸ್ಥೆಯ ಮುಖ್ಯಸ್ಥರು ತಿಳಿಸಿದರು. ಪ್ರಮುಖರು, ಇತರರು ಈ ವೇಳೆ ಉಪಸ್ಥಿತರಿದ್ದರು. bbox=[1152, 1836, 1496, 1901]
bottom-col2b: ಸಂಘವು ಸಾಲದ ರೂಪದಲ್ಲಿ ಸದಸ್ಯರಿಗೆ ನೆರವು ನೀಡುತ್ತಿದ್ದು, ಸಂಘ 2025 ರ ಮಾರ್ಚ್ ಅಂತ್ಯಕ್ಕೆ 351.74 bbox=[515, 2263, 745, 2294]
madhur-box-headline: ಮಧೂರು ಎಚ್‌ಎಚ್‌ಸಿಯಲ್ಲಿ ಉತ್ತಮ ಸೇವೆ bbox=[803, 591, 1005, 608]
